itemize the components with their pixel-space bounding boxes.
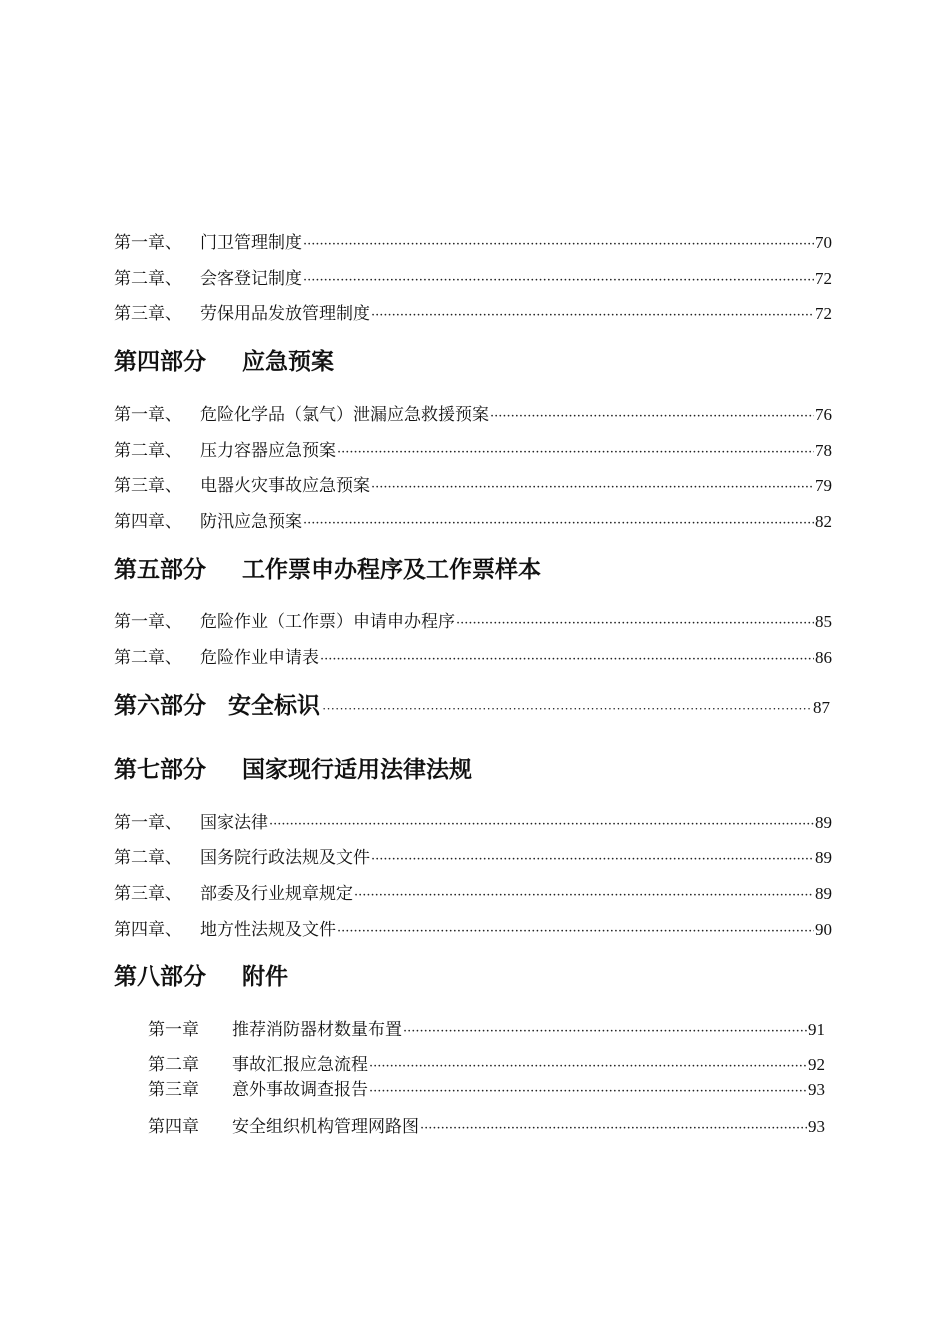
toc-entry[interactable] [114, 607, 832, 632]
chapter-title: 劳保用品发放管理制度 [200, 304, 370, 324]
section-heading[interactable] [114, 751, 472, 784]
dot-leader [490, 405, 814, 425]
page-number: 93 [808, 1117, 825, 1136]
page-number: 86 [815, 648, 832, 667]
chapter-title: 危险作业申请表 [200, 648, 319, 668]
chapter-title: 危险化学品（氯气）泄漏应急救援预案 [200, 405, 489, 425]
page-number: 90 [815, 920, 832, 939]
page-number: 82 [815, 512, 832, 531]
chapter-number: 第三章、 [114, 884, 182, 904]
page-number: 70 [815, 233, 832, 252]
page-number: 89 [815, 813, 832, 832]
chapter-title: 安全组织机构管理网路图 [232, 1117, 419, 1137]
dot-leader [320, 648, 814, 668]
dot-leader [371, 476, 814, 496]
toc-entry[interactable] [114, 915, 832, 940]
dot-leader [303, 269, 814, 289]
section-heading[interactable] [114, 343, 334, 376]
dot-leader [371, 848, 814, 868]
part-label: 第五部分 [114, 557, 206, 583]
toc-entry[interactable] [148, 1112, 825, 1137]
chapter-number: 第四章、 [114, 512, 182, 532]
section-title: 附件 [242, 964, 288, 990]
chapter-title: 压力容器应急预案 [200, 441, 336, 461]
chapter-number: 第四章 [148, 1117, 199, 1137]
chapter-title: 国务院行政法规及文件 [200, 848, 370, 868]
chapter-title: 危险作业（工作票）申请申办程序 [200, 612, 455, 632]
chapter-title: 地方性法规及文件 [200, 920, 336, 940]
dot-leader [456, 612, 814, 632]
toc-entry[interactable] [114, 843, 832, 868]
page-number: 85 [815, 612, 832, 631]
page-number: 91 [808, 1020, 825, 1039]
section-title: 应急预案 [242, 349, 334, 375]
page-number: 93 [808, 1080, 825, 1099]
page-number: 92 [808, 1055, 825, 1074]
chapter-number: 第四章、 [114, 920, 182, 940]
dot-leader [420, 1117, 807, 1137]
page-number: 89 [815, 884, 832, 903]
part-label: 第四部分 [114, 349, 206, 375]
chapter-title: 部委及行业规章规定 [200, 884, 353, 904]
dot-leader [337, 441, 814, 461]
chapter-number: 第三章 [148, 1080, 199, 1100]
toc-entry[interactable] [114, 400, 832, 425]
chapter-number: 第二章、 [114, 269, 182, 289]
part-label: 第七部分 [114, 757, 206, 783]
chapter-number: 第三章、 [114, 304, 182, 324]
dot-leader [303, 512, 814, 532]
section-title: 国家现行适用法律法规 [242, 757, 472, 783]
chapter-title: 推荐消防器材数量布置 [232, 1020, 402, 1040]
page-number: 79 [815, 476, 832, 495]
dot-leader [322, 700, 811, 718]
toc-entry[interactable] [148, 1075, 825, 1100]
chapter-title: 门卫管理制度 [200, 233, 302, 253]
chapter-number: 第一章、 [114, 405, 182, 425]
section-heading[interactable] [114, 958, 288, 991]
dot-leader [369, 1080, 807, 1100]
toc-entry[interactable] [114, 643, 832, 668]
chapter-number: 第一章、 [114, 612, 182, 632]
dot-leader [354, 884, 814, 904]
chapter-number: 第二章 [148, 1055, 199, 1075]
chapter-number: 第三章、 [114, 476, 182, 496]
chapter-title: 会客登记制度 [200, 269, 302, 289]
toc-entry[interactable] [114, 264, 832, 289]
page-number: 76 [815, 405, 832, 424]
chapter-title: 国家法律 [200, 813, 268, 833]
toc-entry[interactable] [114, 436, 832, 461]
chapter-number: 第二章、 [114, 848, 182, 868]
toc-entry[interactable] [114, 879, 832, 904]
chapter-number: 第一章、 [114, 813, 182, 833]
chapter-title: 防汛应急预案 [200, 512, 302, 532]
section-title: 安全标识 [228, 693, 320, 719]
chapter-number: 第二章、 [114, 441, 182, 461]
page-number: 72 [815, 304, 832, 323]
dot-leader [337, 920, 814, 940]
toc-entry[interactable] [114, 808, 832, 833]
page-number: 87 [813, 698, 830, 717]
toc-entry[interactable] [114, 507, 832, 532]
toc-entry[interactable] [114, 299, 832, 324]
chapter-number: 第一章、 [114, 233, 182, 253]
part-label: 第八部分 [114, 964, 206, 990]
dot-leader [371, 304, 814, 324]
toc-entry[interactable] [148, 1050, 825, 1075]
dot-leader [369, 1055, 807, 1075]
chapter-number: 第一章 [148, 1020, 199, 1040]
toc-entry[interactable] [114, 471, 832, 496]
section-heading[interactable] [114, 551, 541, 584]
chapter-title: 事故汇报应急流程 [232, 1055, 368, 1075]
dot-leader [303, 233, 814, 253]
section-title: 工作票申办程序及工作票样本 [242, 557, 541, 583]
dot-leader [403, 1020, 807, 1040]
page-number: 78 [815, 441, 832, 460]
part-label: 第六部分 [114, 693, 206, 719]
page-number: 89 [815, 848, 832, 867]
toc-entry[interactable] [114, 228, 832, 253]
dot-leader [269, 813, 814, 833]
section-heading-entry[interactable] [114, 687, 830, 720]
page-number: 72 [815, 269, 832, 288]
toc-entry[interactable] [148, 1015, 825, 1040]
chapter-title: 电器火灾事故应急预案 [200, 476, 370, 496]
chapter-number: 第二章、 [114, 648, 182, 668]
chapter-title: 意外事故调查报告 [232, 1080, 368, 1100]
